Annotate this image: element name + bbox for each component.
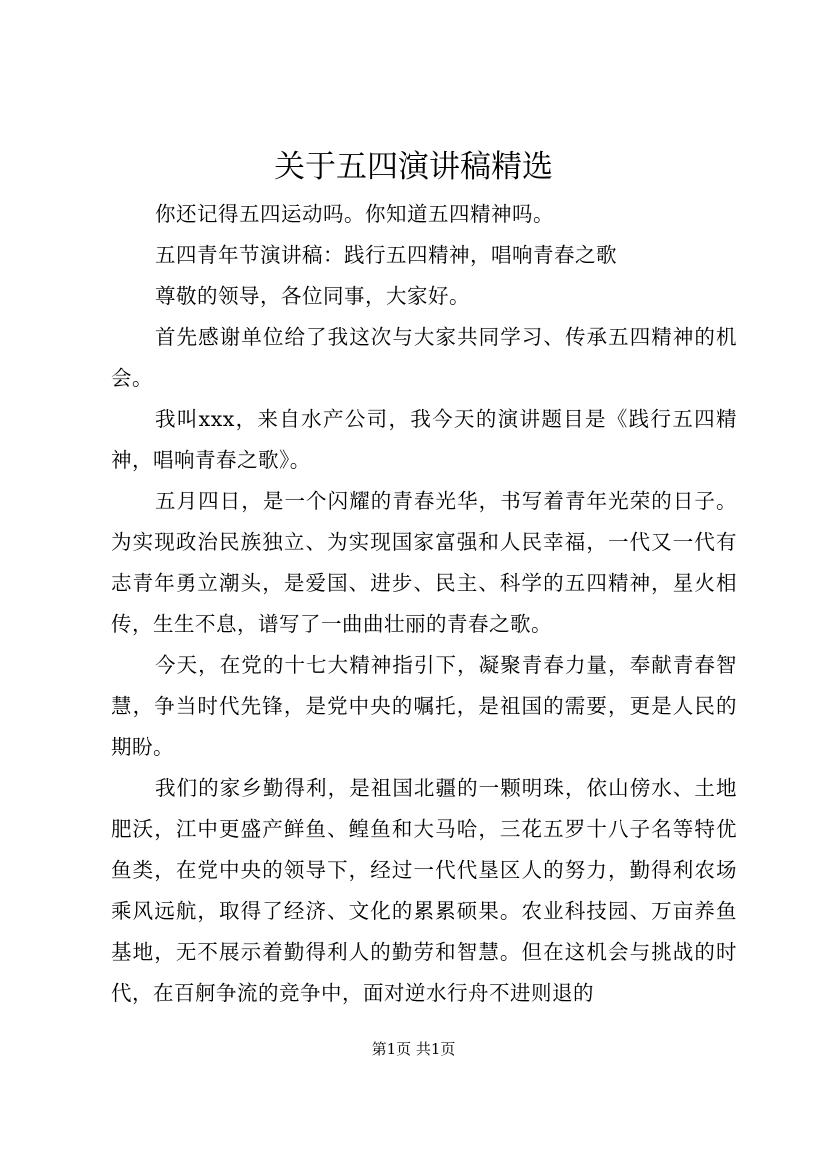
paragraph-4: 首先感谢单位给了我这次与大家共同学习、传承五四精神的机会。 [111, 325, 737, 390]
page-title: 关于五四演讲稿精选 [274, 149, 553, 185]
document-body [111, 194, 737, 1014]
paragraph-7: 今天，在党的十七大精神指引下，凝聚青春力量，奉献青春智慧，争当时代先锋，是党中央的嘱托，是祖国的需要，更是人民的期盼。 [111, 653, 737, 759]
paragraph-2: 五四青年节演讲稿：践行五四精神，唱响青春之歌 [155, 243, 617, 267]
paragraph-1: 你还记得五四运动吗。你知道五四精神吗。 [155, 202, 554, 226]
paragraph-3: 尊敬的领导，各位同事，大家好。 [155, 284, 470, 308]
paragraph-5: 我叫xxx，来自水产公司，我今天的演讲题目是《践行五四精神，唱响青春之歌》。 [111, 407, 737, 472]
page-footer: 第1页 共1页 [371, 1040, 456, 1058]
paragraph-6: 五月四日，是一个闪耀的青春光华，书写着青年光荣的日子。为实现政治民族独立、为实现国家富强和人民幸福，一代又一代有志青年勇立潮头，是爱国、进步、民主、科学的五四精神，星火相传，生生不息，谱写了一曲曲壮丽的青春之歌。 [111, 489, 737, 636]
paragraph-8: 我们的家乡勤得利，是祖国北疆的一颗明珠，依山傍水、土地肥沃，江中更盛产鲜鱼、鳇鱼和大马哈，三花五罗十八子名等特优鱼类，在党中央的领导下，经过一代代垦区人的努力，勤得利农场乘风远航，取得了经济、文化的累累硕果。农业科技园、万亩养鱼基地，无不展示着勤得利人的勤劳和智慧。但在这机会与挑战的时代，在百舸争流的竞争中，面对逆水行舟不进则退的 [111, 776, 737, 1005]
